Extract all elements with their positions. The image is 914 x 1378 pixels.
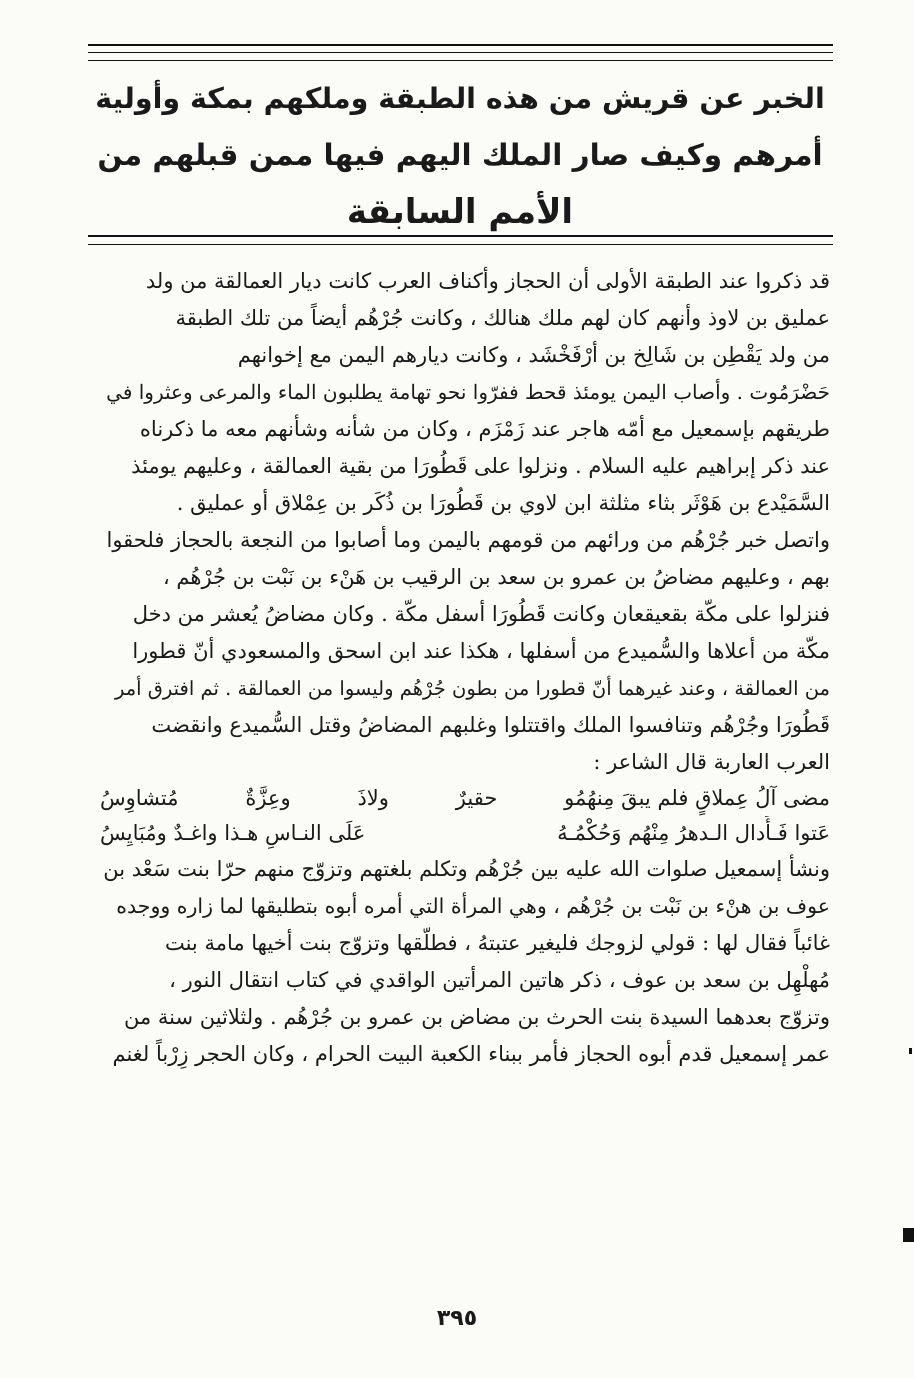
top-rule-thin (88, 52, 833, 53)
poem-verse-2 (100, 816, 830, 851)
top-rule-thick (88, 44, 833, 46)
verse-word: حقيرٌ (455, 786, 498, 810)
text-line: قد ذكروا عند الطبقة الأولى أن الحجاز وأكناف العرب كانت ديار العمالقة من ولد (145, 269, 830, 293)
text-line: واتصل خبر جُرْهُم من ورائهم من قومهم باليمن وما أصابوا من النجعة بالحجاز فلحقوا (106, 528, 830, 552)
text-line: مُهلْهِل بن سعد بن عوف ، ذكر هاتين المرأتين الواقدي في كتاب انتقال النور ، (169, 968, 830, 992)
text-line: ونشأ إسمعيل صلوات الله عليه بين جُرْهُم وتكلم بلغتهم وتزوّج منهم حرّا بنت سَعْد بن (103, 857, 830, 881)
text-line: غائباً فقال لها : قولي لزوجك فليغير عتبتهُ ، فطلّقها وتزوّج بنت أخيها مامة بنت (164, 931, 830, 955)
text-line: عمر إسمعيل قدم أبوه الحجاز فأمر ببناء الكعبة البيت الحرام ، وكان الحجر زِرْباً لغنم (112, 1042, 830, 1066)
body-text (100, 263, 830, 1073)
heading-line: أمرهم وكيف صار الملك اليهم فيها ممن قبلهم من (97, 138, 823, 172)
poem-verse-1 (100, 781, 830, 816)
text-line: العرب العاربة قال الشاعر : (593, 750, 830, 774)
text-line: من ولد يَقْطِن بن شَالِخ بن أرْفَخْشَد ، وكانت ديارهم اليمن مع إخوانهم (237, 343, 830, 367)
heading-bottom-rule-thick (88, 235, 833, 237)
text-line: من العمالقة ، وعند غيرهما أنّ قطورا من بطون جُرْهُم وليسوا من العمالقة . ثم افترق أمر (114, 677, 830, 700)
text-line: وتزوّج بعدهما السيدة بنت الحرث بن مضاض بن عمرو بن جُرْهُم . ولثلاثين سنة من (123, 1005, 830, 1029)
verse-word: وعِزَّةٌ (245, 786, 291, 810)
heading-bottom-rule-thin (88, 244, 833, 245)
text-line: عند ذكر إبراهيم عليه السلام . ونزلوا على قَطُورَا من بقية العمالقة ، وعليهم يومئذ (131, 454, 830, 478)
text-line: السَّمَيْدع بن هَوْثَر بثاء مثلثة ابن لاوي بن قَطُورَا بن ذُكَر بن عِمْلاق أو عمليق . (176, 491, 830, 515)
verse-word: ولاذَ (357, 786, 389, 810)
text-line: مكّة من أعلاها والسُّميدع من أسفلها ، هكذا عند ابن اسحق والمسعودي أنّ قطورا (132, 639, 830, 663)
text-line: عوف بن هنْء بن نَبْت بن جُرْهُم ، وهي المرأة التي أمره أبوه بتطليقها لما زاره ووجده (116, 894, 830, 918)
scan-edge-mark (903, 1228, 914, 1242)
heading-line: الخبر عن قريش من هذه الطبقة وملكهم بمكة وأولية (95, 82, 825, 115)
page-number: ٣٩٥ (436, 1306, 478, 1331)
chapter-heading (95, 70, 825, 241)
text-line: قَطُورَا وجُرْهُم وتنافسوا الملك واقتتلوا وغلبهم المضاضُ وقتل السُّميدع وانقضت (151, 713, 830, 737)
verse-hemistich: عَتوا فَـأَدال الـدهرُ مِنْهُم وَحُكْمُـهُ (557, 821, 830, 845)
verse-hemistich: عَلَى النـاسِ هـذا واغـدٌ ومُبَايِسُ (100, 821, 366, 845)
heading-line: الأمم السابقة (346, 192, 574, 232)
text-line: عمليق بن لاوذ وأنهم كان لهم ملك هنالك ، وكانت جُرْهُم أيضاً من تلك الطبقة (175, 306, 830, 330)
text-line: حَضْرَمُوت . وأصاب اليمن يومئذ قحط ففرّوا نحو تهامة يطلبون الماء والمرعى وعثروا في (106, 380, 830, 404)
text-line: فنزلوا على مكّة بقعيقعان وكانت قَطُورَا أسفل مكّة . وكان مضاضُ يُعشر من دخل (132, 602, 830, 626)
verse-word: مُتشاوِسُ (100, 786, 179, 810)
text-line: بهم ، وعليهم مضاضُ بن عمرو بن سعد بن الرقيب بن هَنْء بن نَبْت بن جُرْهُم ، (162, 565, 830, 589)
top-rule-thin-2 (88, 60, 833, 61)
verse-hemistich: مضى آلُ عِملاقٍ فلم يبقَ مِنهُمُو (564, 786, 830, 810)
text-line: طريقهم بإسمعيل مع أمّه هاجر عند زَمْزَم ، وكان من شأنه وشأنهم معه ما ذكرناه (139, 417, 830, 441)
scan-edge-dot (909, 1048, 912, 1054)
